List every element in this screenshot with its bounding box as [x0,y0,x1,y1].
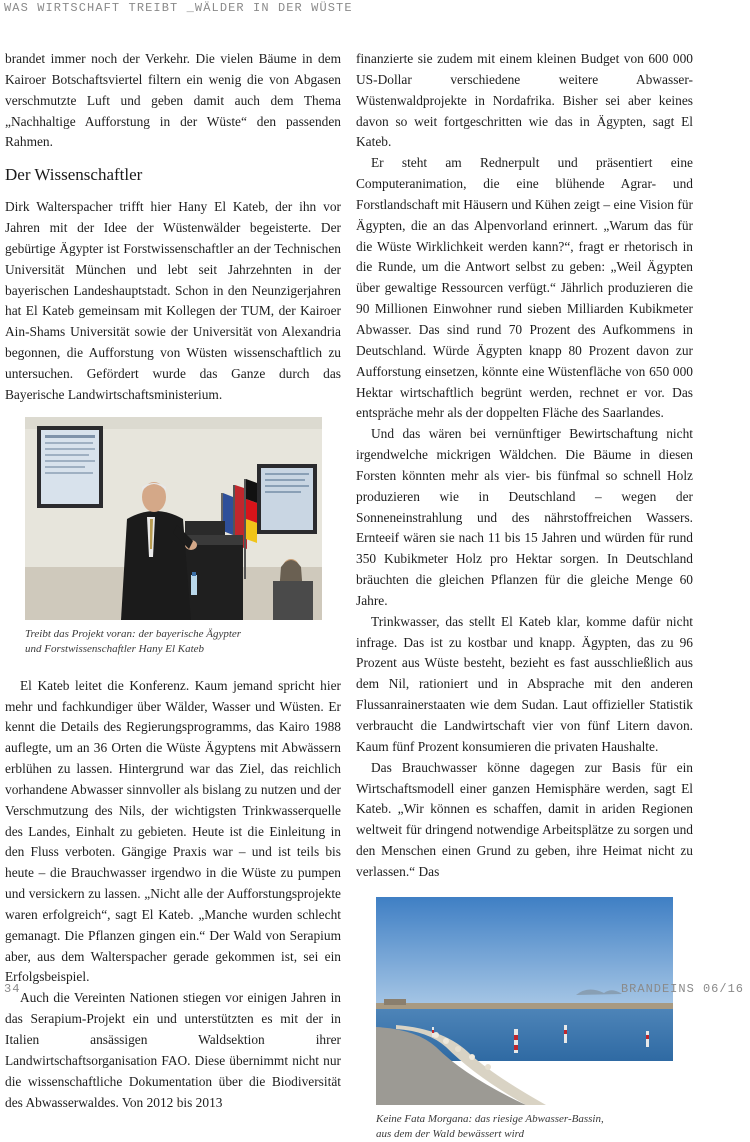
body-paragraph: Trinkwasser, das stellt El Kateb klar, komme dafür nicht infrage. Das ist zu kostbar und knapp. Ägypten, das zu 96 Prozent aus Wüste besteht, bezieht es fast ausschließlich aus dem Nil, rationiert und in Absprache mit den anderen Flussanrainerstaaten wie dem Sudan. Laut offizieller Statistik verbraucht die Landwirtschaft vier von fünf Litern davon. Kaum fünf Prozent konsumieren die privaten Haushalte. [356,613,693,754]
body-paragraph: Und das wären bei vernünftiger Bewirtschaftung nicht irgendwelche mickrigen Wäldchen. Die Bäume in diesen Forsten könnten mehr als vier- bis fünfmal so schnell Holz produzieren wie in Deutschland – wegen der Sonneneinstrahlung und des nährstoffreichen Wassers. Ernteeif wären sie nach 11 bis 15 Jahren und würden für rund 350 Kubikmeter Holz pro Hektar sorgen. In Deutschland bräuchten die gleichen Pflanzen für die gleiche Menge 60 Jahre. [356,426,693,608]
photo-caption [376,1112,693,1142]
section-heading: Der Wissenschaftler [5,165,143,185]
body-paragraph: Das Brauchwasser könne dagegen zur Basis für ein Wirtschaftsmodell einer ganzen Hemisphäre werden, sagt El Kateb. „Wir können es schaffen, damit in ariden Regionen weltweit für dringend notwendige Arbeitsplätze zu sorgen und den Menschen einen Grund zu geben, ihre Heimat nicht zu verlassen.“ Das [356,759,693,879]
left-column [5,49,341,1113]
conference-figure [5,417,341,657]
body-paragraph: Dirk Walterspacher trifft hier Hany El Kateb, der ihn vor Jahren mit der Idee der Wüstenwälder begeisterte. Der gebürtige Ägypter ist Forstwissenschaftler an der Technischen Universität München und lebt seit Jahrzehnten in der bayerischen Landeshauptstadt. Schon in den Neunzigerjahren hat El Kateb gemeinsam mit Kollegen der TUM, der Kairoer Ain-Shams Universität sowie der Universität von Alexandria begonnen, die Aufforstung von Wüsten wissenschaftlich zu untersuchen. Gefördert wurde das Ganze durch das Bayerische Landwirtschaftsministerium. [5,199,341,402]
photo-caption [25,627,341,657]
caption-line: aus dem der Wald bewässert wird [376,1127,524,1140]
basin-photo [376,897,673,1105]
caption-line: Keine Fata Morgana: das riesige Abwasser-Bassin, [376,1112,604,1125]
conference-photo [25,417,322,620]
body-paragraph: Auch die Vereinten Nationen stiegen vor einigen Jahren in das Serapium-Projekt ein und unterstützten es mit der in Italien ansässigen Waldsektion ihrer Landwirtschaftsorganisation FAO. Diese übernimmt nicht nur die wissenschaftliche Dokumentation über die Biodiversität des Abwasserwaldes. Von 2012 bis 2013 [5,990,341,1110]
wastewater-basin-image [376,897,673,1105]
caption-line: und Forstwissenschaftler Hany El Kateb [25,642,205,655]
caption-line: Treibt das Projekt voran: der bayerische Ägypter [25,627,242,640]
magazine-issue: BRANDEINS 06/16 [620,982,744,996]
running-title: WAS WIRTSCHAFT TREIBT _WÄLDER IN DER WÜSTE [4,1,353,15]
body-paragraph: Er steht am Rednerpult und präsentiert eine Computeranimation, die eine blühende Agrar- und Forstlandschaft mit Häusern und Kühen zeigt – eine Vision für Ägypten, die an das Alpenvorland erinnert. „Warum das für die Wüste Wirklichkeit werden kann?“, fragt er rhetorisch in die Runde, um die Antwort selbst zu geben: „Weil Ägypten über gewaltige Ressourcen verfügt.“ Jährlich produzieren die 90 Millionen Einwohner rund sieben Milliarden Kubikmeter Abwasser. Das sind rund 70 Prozent des Aufkommens in Deutschland. Würde Ägypten knapp 80 Prozent davon zur Aufforstung einsetzen, könnte eine Wüstenfläche von 650 000 Hektar wirtschaftlich begrünt werden, rechnet er vor. Das entspräche mehr als der doppelten Fläche des Saarlandes. [356,155,693,421]
speaker-at-lectern-image [25,417,322,620]
basin-figure [356,897,693,1142]
body-paragraph: El Kateb leitet die Konferenz. Kaum jemand spricht hier mehr und fachkundiger über Wälder, Wasser und Wüsten. Er kennt die Details des Regierungsprogramms, das Kairo 1988 auflegte, um an 36 Orten die Wüste Ägyptens mit Abwässern erblühen zu lassen. Hintergrund war das Ziel, das reichlich vorhandene Abwasser sinnvoller als bislang zu nutzen und der Verschmutzung des Nils, der wichtigsten Trinkwasserquelle des Landes, Einhalt zu gebieten. Heute ist die Einleitung in den Fluss verboten. Gängige Praxis war – und ist teils bis heute – die Brauchwasser irgendwo in die Wüste zu pumpen und versickern zu lassen. „Nicht alle der Aufforstungsprojekte waren erfolgreich“, sagt El Kateb. „Manche wurden schlecht gemanagt. Die Pflanzen gingen ein.“ Der Wald von Serapium aber, aus dem Walterspacher gerade gekommen ist, sei ein Erfolgsbeispiel. [5,677,341,985]
body-paragraph: brandet immer noch der Verkehr. Die vielen Bäume in dem Kairoer Botschaftsviertel filtern ein wenig die von Abgasen verschmutzte Luft und geben damit auch dem Thema „Nachhaltige Aufforstung in der Wüste“ den passenden Rahmen. [5,51,341,150]
right-column [356,49,693,1142]
body-paragraph: finanzierte sie zudem mit einem kleinen Budget von 600 000 US-Dollar verschiedene weitere Abwasser-Wüstenwaldprojekte in Nordafrika. Bisher sei aber keines davon so weit fortgeschritten wie das in Ägypten, sagt El Kateb. [356,51,693,150]
page-number: 34 [4,982,21,996]
